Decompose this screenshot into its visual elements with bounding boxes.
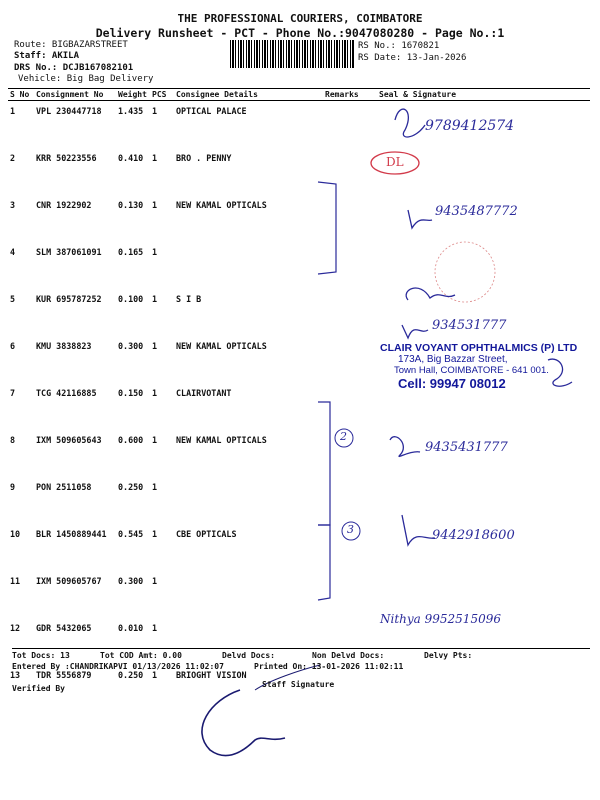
handwritten-dl: DL xyxy=(386,155,404,169)
cell-consignee: CBE OPTICALS xyxy=(176,529,237,539)
cell-consignee: BRIOGHT VISION xyxy=(176,670,247,680)
cell-pcs: 1 xyxy=(152,388,158,398)
staff-signature-label: Staff Signature xyxy=(262,680,335,689)
company-title: THE PROFESSIONAL COURIERS, COIMBATORE xyxy=(177,12,423,25)
signature-row5 xyxy=(406,288,455,300)
stamp-line-2: 173A, Big Bazzar Street, xyxy=(398,354,508,365)
rs-date: RS Date: 13-Jan-2026 xyxy=(358,53,467,63)
cell-sno: 8 xyxy=(10,435,16,445)
cell-sno: 10 xyxy=(10,529,21,539)
cell-consignee: BRO . PENNY xyxy=(176,153,232,163)
cell-sno: 3 xyxy=(10,200,16,210)
cell-pcs: 1 xyxy=(152,106,158,116)
bracket-left-2 xyxy=(318,402,330,525)
cell-pcs: 1 xyxy=(152,529,158,539)
cell-consignee: CLAIRVOTANT xyxy=(176,388,232,398)
cell-weight: 0.300 xyxy=(118,576,144,586)
cell-consignment: PON 2511058 xyxy=(36,482,92,492)
cell-weight: 0.300 xyxy=(118,341,144,351)
col-consignment: Consignment No xyxy=(34,89,116,101)
signature-row11 xyxy=(402,515,435,545)
tot-cod: Tot COD Amt: 0.00 xyxy=(100,651,182,660)
cell-sno: 5 xyxy=(10,294,16,304)
cell-pcs: 1 xyxy=(152,623,158,633)
cell-weight: 0.410 xyxy=(118,153,144,163)
handwritten-phone-11: 9442918600 xyxy=(432,528,515,543)
cell-consignment: SLM 387061091 xyxy=(36,247,102,257)
footer-divider xyxy=(12,648,590,650)
rs-number: RS No.: 1670821 xyxy=(358,41,440,51)
cell-sno: 9 xyxy=(10,482,16,492)
col-pcs: PCS xyxy=(150,89,174,101)
staff: Staff: AKILA xyxy=(14,51,80,61)
cell-sno: 2 xyxy=(10,153,16,163)
cell-consignee: OPTICAL PALACE xyxy=(176,106,247,116)
cell-sno: 11 xyxy=(10,576,21,586)
cell-weight: 0.130 xyxy=(118,200,144,210)
cell-consignment: GDR 5432065 xyxy=(36,623,92,633)
bracket-left-1 xyxy=(318,182,336,274)
cell-consignee: NEW KAMAL OPTICALS xyxy=(176,435,267,445)
stamp-line-3: Town Hall, COIMBATORE - 641 001. xyxy=(394,365,549,376)
cell-weight: 0.010 xyxy=(118,623,144,633)
cell-pcs: 1 xyxy=(152,247,158,257)
cell-consignment: KUR 695787252 xyxy=(36,294,102,304)
handwritten-phone-3: 9435487772 xyxy=(435,204,518,219)
route: Route: BIGBAZARSTREET xyxy=(14,40,128,50)
vehicle: Vehicle: Big Bag Delivery xyxy=(18,74,154,84)
col-remarks: Remarks xyxy=(323,89,377,101)
cell-pcs: 1 xyxy=(152,482,158,492)
handwritten-phone-6: 934531777 xyxy=(432,318,507,333)
cell-sno: 6 xyxy=(10,341,16,351)
col-sno: S No xyxy=(8,89,34,101)
bracket-left-3 xyxy=(318,525,330,600)
cell-weight: 0.100 xyxy=(118,294,144,304)
cell-sno: 12 xyxy=(10,623,21,633)
cell-pcs: 1 xyxy=(152,200,158,210)
cell-consignment: KMU 3838823 xyxy=(36,341,92,351)
company-stamp xyxy=(380,342,580,412)
cell-sno: 13 xyxy=(10,670,21,680)
cell-weight: 0.250 xyxy=(118,670,144,680)
cell-sno: 4 xyxy=(10,247,16,257)
cell-pcs: 1 xyxy=(152,670,158,680)
signature-row6 xyxy=(402,325,428,338)
signature-row1 xyxy=(395,109,425,137)
cell-weight: 1.435 xyxy=(118,106,144,116)
entered-by: Entered By :CHANDRIKAPVI 01/13/2026 11:02:07 xyxy=(12,662,224,671)
signature-row3 xyxy=(408,210,432,228)
cell-weight: 0.545 xyxy=(118,529,144,539)
tot-docs: Tot Docs: 13 xyxy=(12,651,70,660)
handwritten-phone-13: Nithya 9952515096 xyxy=(380,612,501,626)
handwritten-phone-1: 9789412574 xyxy=(425,118,515,134)
cell-weight: 0.150 xyxy=(118,388,144,398)
cell-consignee: S I B xyxy=(176,294,202,304)
cell-consignee: NEW KAMAL OPTICALS xyxy=(176,341,267,351)
cell-consignment: CNR 1922902 xyxy=(36,200,92,210)
bracket-label-3: 3 xyxy=(347,523,354,536)
round-seal xyxy=(435,242,495,302)
drs-number: DRS No.: DCJB167082101 xyxy=(14,63,134,73)
cell-consignment: IXM 509605767 xyxy=(36,576,102,586)
cell-weight: 0.600 xyxy=(118,435,144,445)
cell-consignment: BLR 1450889441 xyxy=(36,529,107,539)
cell-sno: 1 xyxy=(10,106,16,116)
cell-pcs: 1 xyxy=(152,341,158,351)
handwritten-phone-9: 9435431777 xyxy=(425,440,508,455)
cell-pcs: 1 xyxy=(152,153,158,163)
printed-on: Printed On: 13-01-2026 11:02:11 xyxy=(254,662,404,671)
cell-pcs: 1 xyxy=(152,576,158,586)
delvy-pts: Delvy Pts: xyxy=(424,651,473,660)
cell-consignment: TCG 42116885 xyxy=(36,388,97,398)
col-consignee: Consignee Details xyxy=(174,89,323,101)
stamp-line-4: Cell: 99947 08012 xyxy=(398,376,506,391)
cell-weight: 0.250 xyxy=(118,482,144,492)
bracket-label-2: 2 xyxy=(340,430,347,443)
col-weight: Weight xyxy=(116,89,150,101)
non-delvd-docs: Non Delvd Docs: xyxy=(312,651,385,660)
cell-consignment: KRR 50223556 xyxy=(36,153,97,163)
cell-pcs: 1 xyxy=(152,435,158,445)
verified-by: Verified By xyxy=(12,684,65,693)
cell-consignment: IXM 509605643 xyxy=(36,435,102,445)
col-signature: Seal & Signature xyxy=(377,89,590,101)
cell-pcs: 1 xyxy=(152,294,158,304)
cell-sno: 7 xyxy=(10,388,16,398)
delvd-docs: Delvd Docs: xyxy=(222,651,275,660)
stamp-line-1: CLAIR VOYANT OPHTHALMICS (P) LTD xyxy=(380,342,578,354)
cell-consignment: VPL 230447718 xyxy=(36,106,102,116)
cell-consignment: TDR 5556879 xyxy=(36,670,92,680)
signature-row9 xyxy=(390,437,420,457)
staff-signature xyxy=(202,690,285,755)
cell-consignee: NEW KAMAL OPTICALS xyxy=(176,200,267,210)
runsheet-title: Delivery Runsheet - PCT - Phone No.:9047080280 - Page No.:1 xyxy=(95,26,505,40)
cell-weight: 0.165 xyxy=(118,247,144,257)
